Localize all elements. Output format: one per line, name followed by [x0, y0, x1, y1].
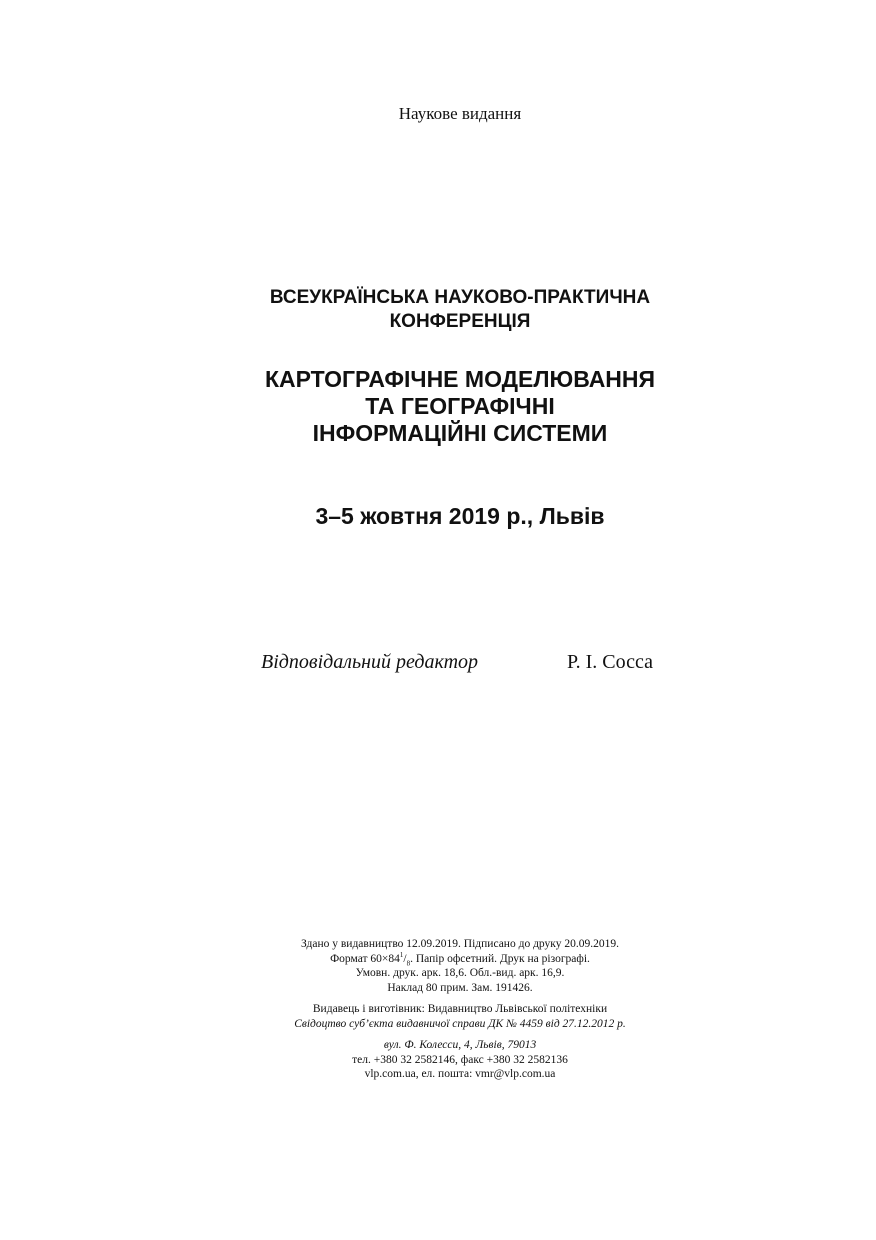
imprint-publisher: Видавець і виготівник: Видавництво Львівської політехніки [312, 1003, 608, 1015]
title-line-3: ІНФОРМАЦІЙНІ СИСТЕМИ [312, 420, 608, 446]
imprint-print-run: Наклад 80 прим. Зам. 191426. [387, 981, 533, 994]
publication-title [0, 366, 876, 447]
title-line-1: КАРТОГРАФІЧНЕ МОДЕЛЮВАННЯ [264, 366, 656, 392]
editor-role: Відповідальний редактор [261, 651, 479, 673]
imprint-spacer [0, 1031, 876, 1038]
imprint-block [0, 937, 876, 1082]
format-prefix: Формат 60×84 [330, 952, 400, 965]
format-fraction-numerator: 1 [399, 950, 404, 959]
date-place: 3–5 жовтня 2019 р., Львів [315, 503, 605, 529]
editor-name: Р. І. Сосса [567, 651, 653, 673]
imprint-spacer [0, 995, 876, 1002]
conference-heading [0, 286, 876, 334]
imprint-format: Формат $60\times 84^1/_8$. Папір офсетний. Друк на різографі. [330, 950, 590, 967]
conference-heading-line-2: КОНФЕРЕНЦІЯ [389, 311, 531, 332]
format-suffix: . Папір офсетний. Друк на різографі. [410, 952, 590, 965]
conference-heading-line-1: ВСЕУКРАЇНСЬКА НАУКОВО-ПРАКТИЧНА [269, 287, 651, 308]
imprint-submitted: Здано у видавництво 12.09.2019. Підписано до друку 20.09.2019. [301, 938, 619, 950]
imprint-certificate: Свідоцтво суб’єкта видавничої справи ДК № 4459 від 27.12.2012 р. [294, 1017, 626, 1030]
imprint-address: вул. Ф. Колесси, 4, Львів, 79013 [383, 1039, 537, 1051]
imprint-web: vlp.com.ua, ел. пошта: vmr@vlp.com.ua [364, 1068, 556, 1080]
publication-type: Наукове видання [398, 104, 522, 123]
title-line-2: ТА ГЕОГРАФІЧНІ [365, 393, 555, 419]
imprint-sheets: Умовн. друк. арк. 18,6. Обл.-вид. арк. 16,9. [355, 967, 565, 979]
format-fraction-denominator: 8 [406, 958, 411, 967]
imprint-phone: тел. +380 32 2582146, факс +380 32 2582136 [352, 1053, 568, 1066]
